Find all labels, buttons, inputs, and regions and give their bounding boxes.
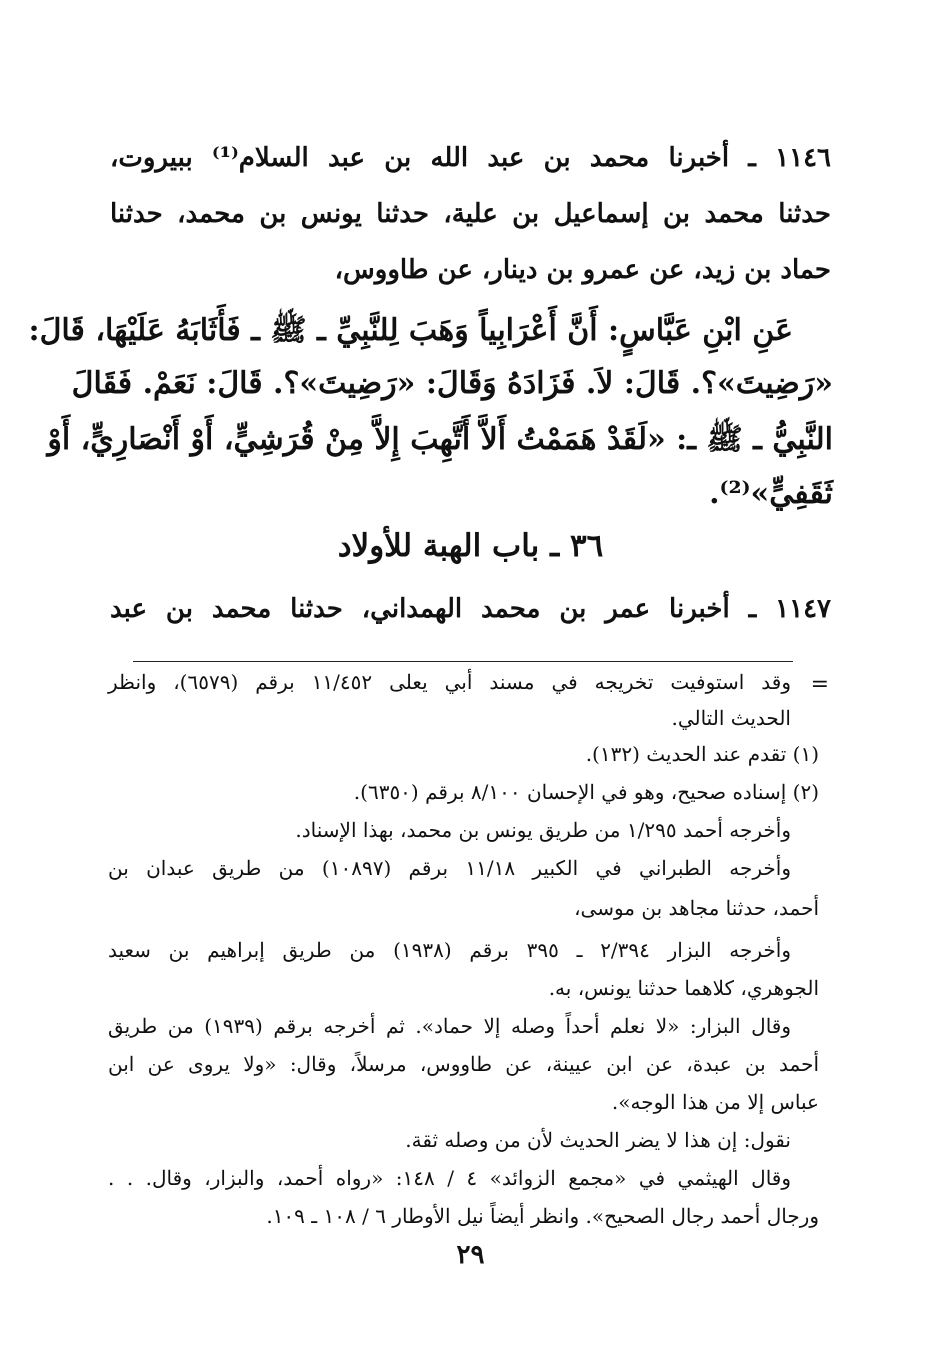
footnote-line: وقال البزار: «لا نعلم أحداً وصله إلا حماد». ثم أخرجه برقم (١٩٣٩) من طريق	[108, 1014, 792, 1038]
chapter-heading: ٣٦ ـ باب الهبة للأولاد	[337, 528, 604, 564]
hadith-1147-line-1: ١١٤٧ ـ أخبرنا عمر بن محمد الهمداني، حدثنا محمد بن عبد	[110, 594, 831, 624]
hadith-1146-line-1: ١١٤٦ ـ أخبرنا محمد بن عبد الله بن عبد السلام⁽¹⁾ ببيروت،	[110, 143, 832, 173]
footnote-line: أحمد، حدثنا مجاهد بن موسى،	[574, 896, 819, 920]
footnote-line: وقد استوفيت تخريجه في مسند أبي يعلى ١١/٤٥٢ برقم (٦٥٧٩)، وانظر	[108, 670, 791, 694]
footnote-separator	[133, 661, 793, 662]
hadith-1146-line-3: حماد بن زيد، عن عمرو بن دينار، عن طاووس،	[334, 255, 831, 285]
footnote-line: وأخرجه البزار ٢/٣٩٤ ـ ٣٩٥ برقم (١٩٣٨) من طريق إبراهيم بن سعيد	[108, 938, 791, 962]
footnote-line: الجوهري، كلاهما حدثنا يونس، به.	[548, 976, 819, 1000]
hadith-text-line-3: النَّبِيُّ ـ ﷺ ـ: «لَقَدْ هَمَمْتُ أَلاَّ أَتَّهِبَ إِلاَّ مِنْ قُرَشِيٍّ، أَوْ أَنْصَارِيٍّ، أَوْ	[47, 422, 833, 457]
hadith-text-line-1: عَنِ ابْنِ عَبَّاسٍ: أَنَّ أَعْرَابِياً وَهَبَ لِلنَّبِيِّ ـ ﷺ ـ فَأَثَابَهُ عَلَيْهَا، قَالَ:	[28, 313, 793, 348]
page-number: ٢٩	[456, 1240, 485, 1270]
hadith-text-line-4: ثَقَفِيٍّ»⁽²⁾.	[709, 476, 833, 511]
footnote-line: نقول: إن هذا لا يضر الحديث لأن من وصله ثقة.	[405, 1128, 791, 1152]
footnote-line: عباس إلا من هذا الوجه».	[611, 1090, 819, 1114]
continuation-mark: =	[810, 672, 829, 697]
footnote-line: (١) تقدم عند الحديث (١٣٢).	[585, 742, 819, 766]
footnote-line: وأخرجه الطبراني في الكبير ١١/١٨ برقم (١٠٨٩٧) من طريق عبدان بن	[108, 856, 791, 880]
footnote-line: وأخرجه أحمد ١/٢٩٥ من طريق يونس بن محمد، بهذا الإسناد.	[295, 818, 791, 842]
footnote-line: الحديث التالي.	[671, 706, 791, 730]
footnote-line: (٢) إسناده صحيح، وهو في الإحسان ٨/١٠٠ برقم (٦٣٥٠).	[353, 780, 819, 804]
hadith-text-line-2: «رَضِيتَ»؟. قَالَ: لاَ. فَزَادَهُ وَقَالَ: «رَضِيتَ»؟. قَالَ: نَعَمْ. فَقَالَ	[71, 366, 833, 401]
footnote-line: وقال الهيثمي في «مجمع الزوائد» ٤ / ١٤٨: «رواه أحمد، والبزار، وقال. . .	[108, 1166, 792, 1190]
footnote-line: ورجال أحمد رجال الصحيح». وانظر أيضاً نيل الأوطار ٦ / ١٠٨ ـ ١٠٩.	[266, 1204, 819, 1228]
hadith-1146-line-2: حدثنا محمد بن إسماعيل بن علية، حدثنا يونس بن محمد، حدثنا	[110, 199, 831, 229]
footnote-line: أحمد بن عبدة، عن ابن عيينة، عن طاووس، مرسلاً، وقال: «ولا يروى عن ابن	[108, 1052, 820, 1076]
